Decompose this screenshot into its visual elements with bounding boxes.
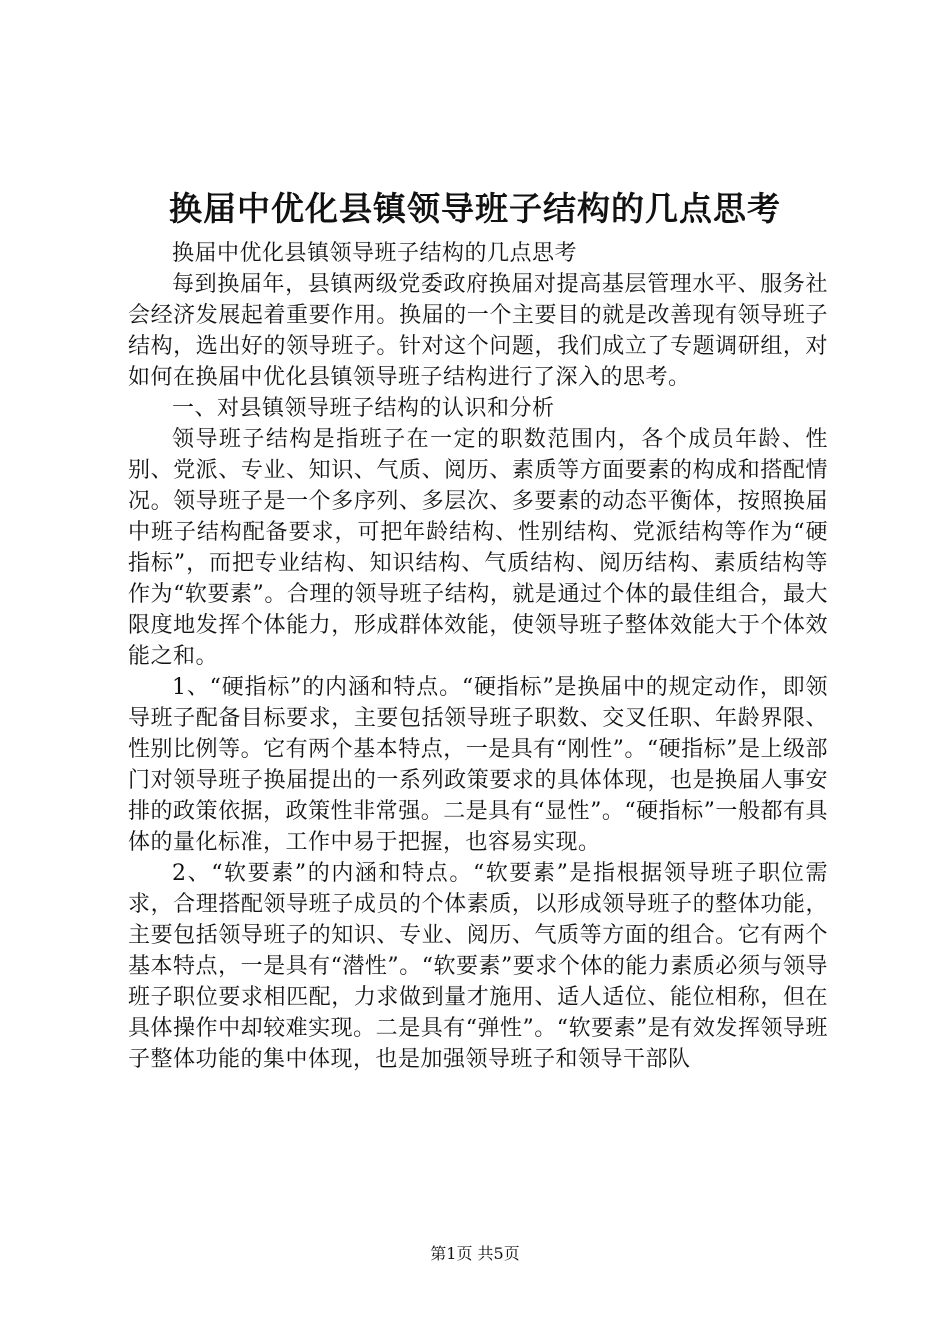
body-paragraph: 领导班子结构是指班子在一定的职数范围内，各个成员年龄、性别、党派、专业、知识、气质、阅历、素质等方面要素的构成和搭配情况。领导班子是一个多序列、多层次、多要素的动态平衡体，按照换届中班子结构配备要求，可把年龄结构、性别结构、党派结构等作为“硬指标”，而把专业结构、知识结构、气质结构、阅历结构、素质结构等作为“软要素”。合理的领导班子结构，就是通过个体的最佳组合，最大限度地发挥个体能力，形成群体效能，使领导班子整体效能大于个体效能之和。 [128, 427, 828, 669]
body-paragraph: 1、“硬指标”的内涵和特点。“硬指标”是换届中的规定动作，即领导班子配备目标要求，主要包括领导班子职数、交叉任职、年龄界限、性别比例等。它有两个基本特点，一是具有“刚性”。“硬指标”是上级部门对领导班子换届提出的一系列政策要求的具体体现，也是换届人事安排的政策依据，政策性非常强。二是具有“显性”。“硬指标”一般都有具体的量化标准，工作中易于把握，也容易实现。 [128, 675, 828, 855]
document-title: 换届中优化县镇领导班子结构的几点思考 [169, 189, 781, 228]
body-paragraph: 每到换届年，县镇两级党委政府换届对提高基层管理水平、服务社会经济发展起着重要作用。换届的一个主要目的就是改善现有领导班子结构，选出好的领导班子。针对这个问题，我们成立了专题调研组，对如何在换届中优化县镇领导班子结构进行了深入的思考。 [128, 272, 828, 390]
body-paragraph: 换届中优化县镇领导班子结构的几点思考 [172, 241, 578, 266]
page-footer: 第1页 共5页 [430, 1244, 520, 1263]
section-heading: 一、对县镇领导班子结构的认识和分析 [172, 396, 555, 421]
document-body [128, 238, 828, 1075]
body-paragraph: 2、“软要素”的内涵和特点。“软要素”是指根据领导班子职位需求，合理搭配领导班子成员的个体素质，以形成领导班子的整体功能，主要包括领导班子的知识、专业、阅历、气质等方面的组合。它有两个基本特点，一是具有“潜性”。“软要素”要求个体的能力素质必须与领导班子职位要求相匹配，力求做到量才施用、适人适位、能位相称，但在具体操作中却较难实现。二是具有“弹性”。“软要素”是有效发挥领导班子整体功能的集中体现，也是加强领导班子和领导干部队 [128, 861, 828, 1072]
